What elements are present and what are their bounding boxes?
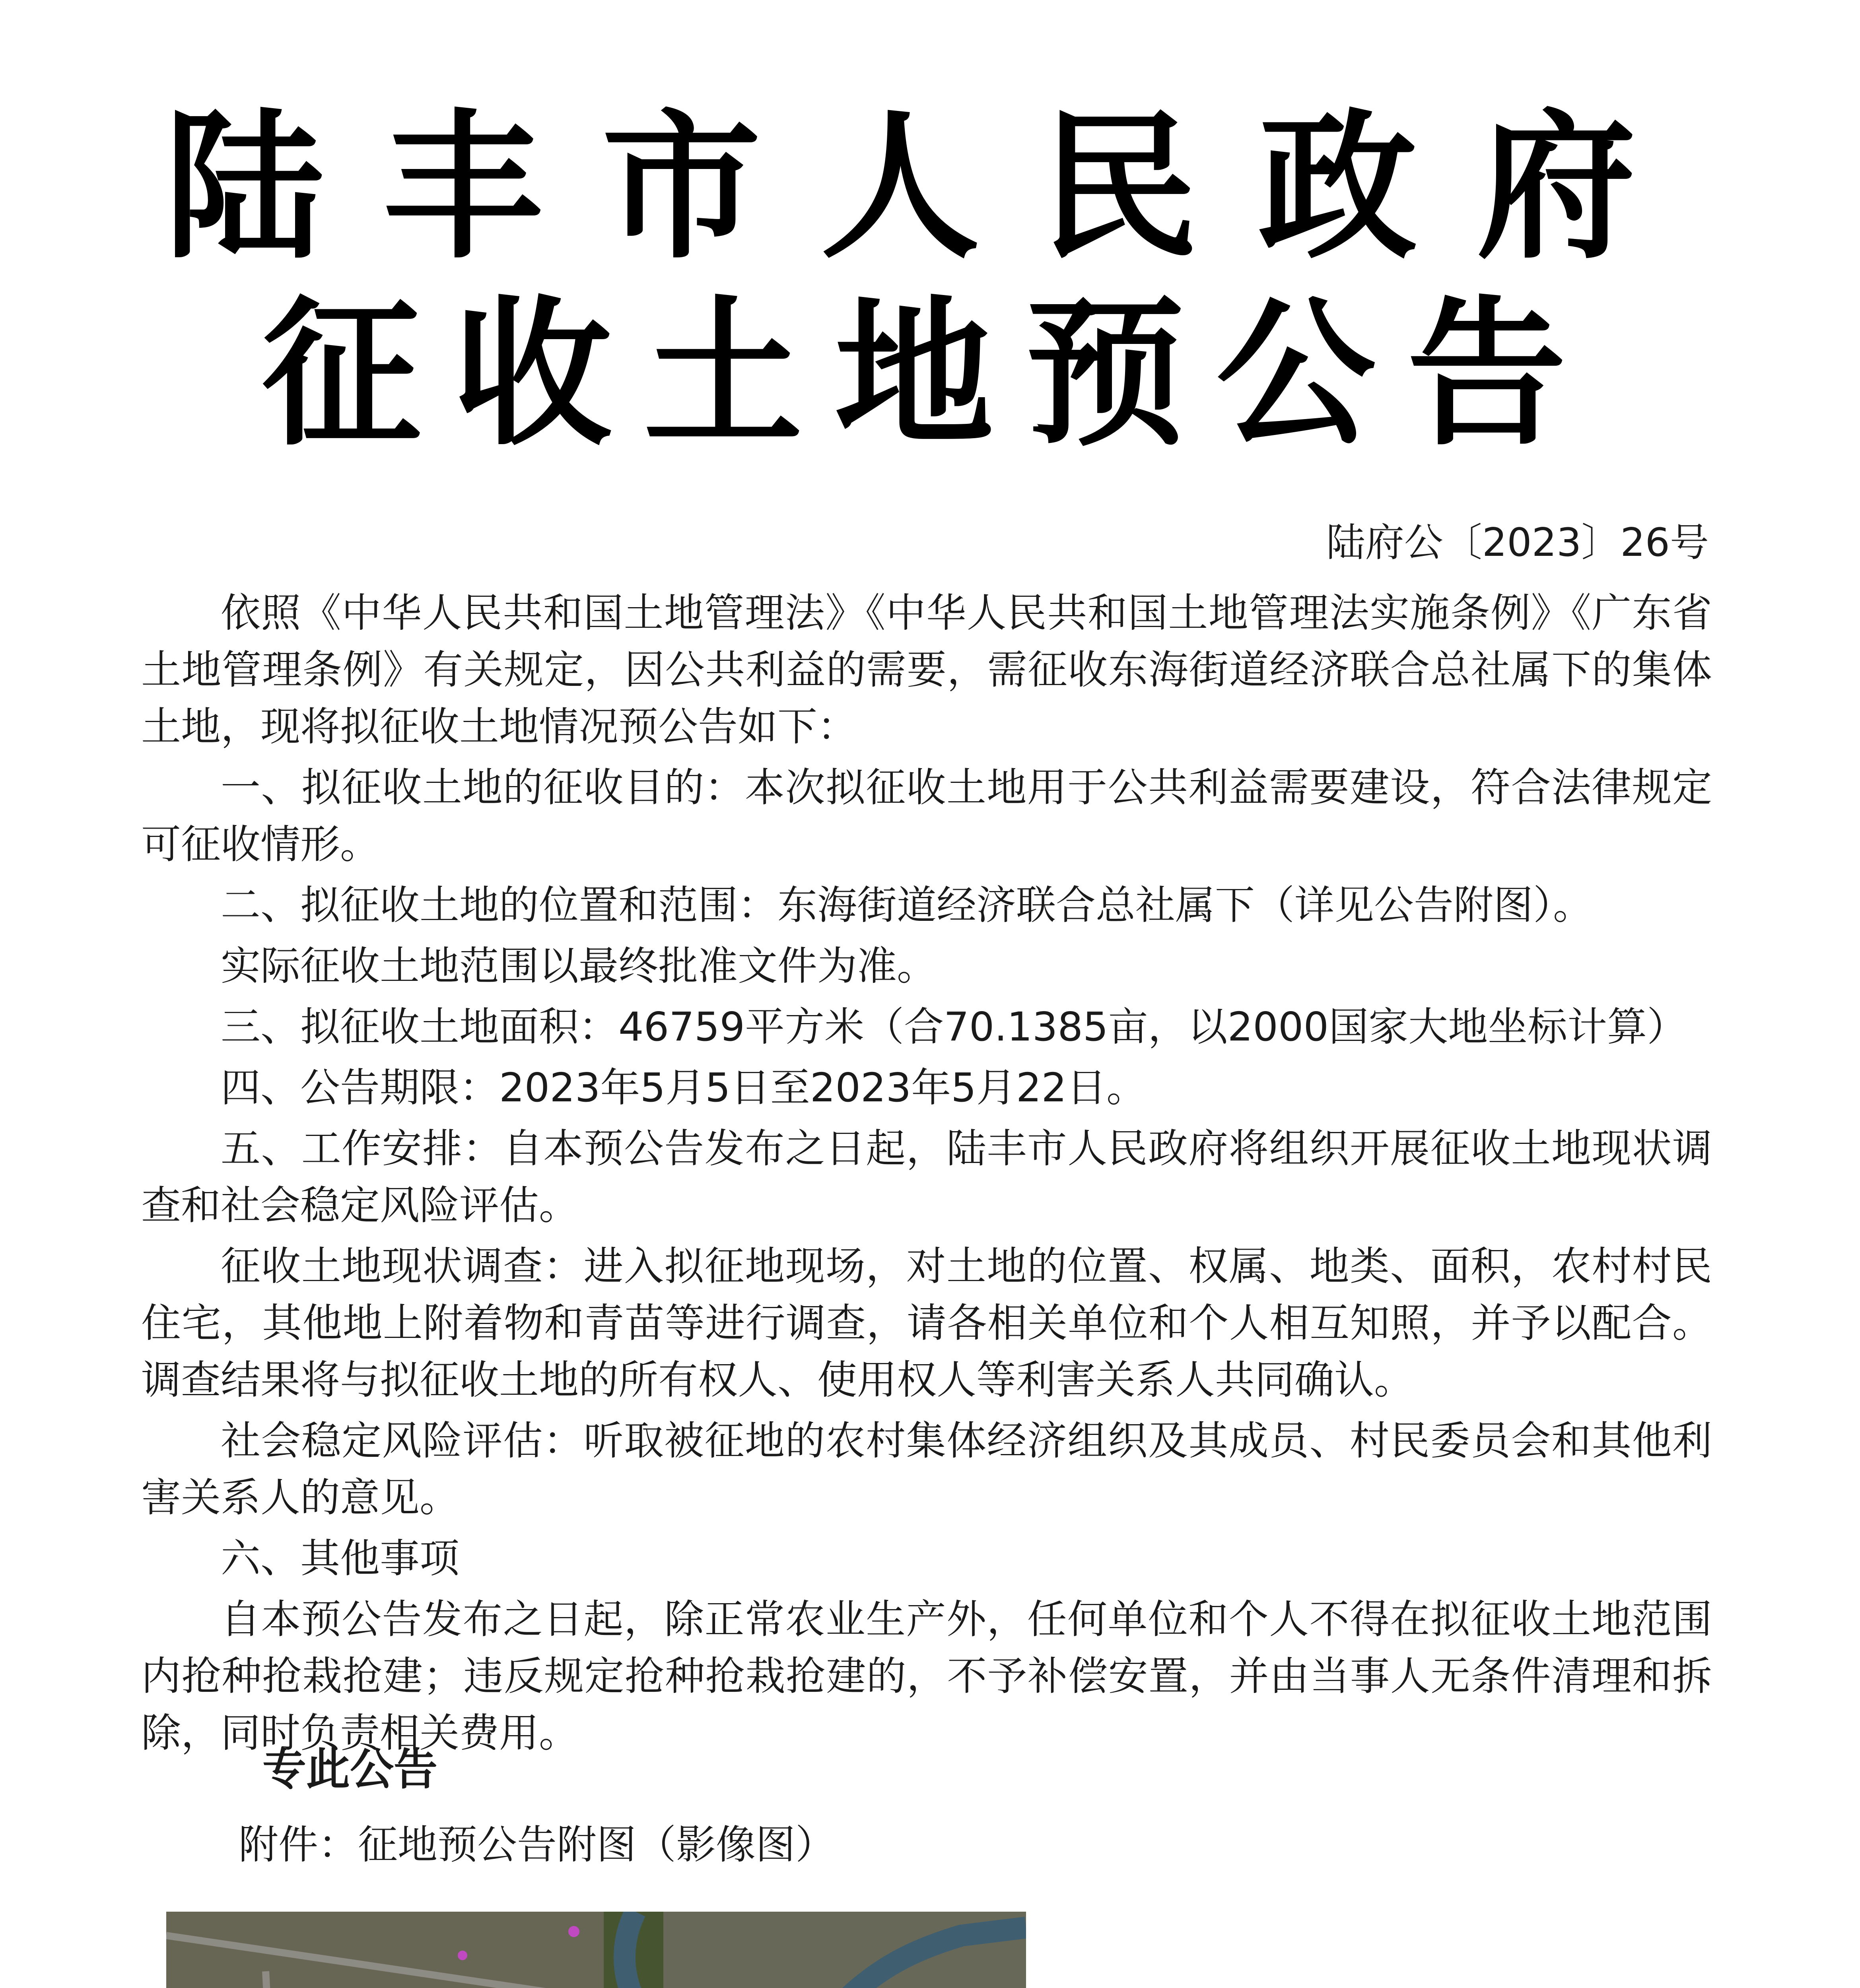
paragraph-period: 四、公告期限：2023年5月5日至2023年5月22日。 xyxy=(221,1064,1147,1111)
paragraph-other-heading: 六、其他事项 xyxy=(221,1535,459,1582)
doc-number: 陆府公〔2023〕26号 xyxy=(1326,520,1709,565)
paragraph-other-content: 自本预公告发布之日起，除正常农业生产外，任何单位和个人不得在拟征收土地范围内抢种抢栽抢建；违反规定抢种抢栽抢建的，不予补偿安置，并由当事人无条件清理和拆除，同时负责相关费用。 xyxy=(141,1596,1712,1756)
title-line-1: 陆丰市人民政府 xyxy=(164,93,1696,280)
paragraph-location: 二、拟征收土地的位置和范围：东海街道经济联合总社属下（详见公告附图）。 xyxy=(221,882,1593,928)
attachment-label: 附件：征地预公告附图（影像图） xyxy=(239,1821,835,1868)
paragraph-survey: 征收土地现状调查：进入拟征地现场，对土地的位置、权属、地类、面积，农村村民住宅，其他地上附着物和青苗等进行调查，请各相关单位和个人相互知照，并予以配合。调查结果将与拟征收土地的所有权人、使用权人等利害关系人共同确认。 xyxy=(141,1243,1712,1403)
paragraph-purpose: 一、拟征收土地的征收目的：本次拟征收土地用于公共利益需要建设，符合法律规定可征收情形。 xyxy=(141,764,1712,868)
notice-body xyxy=(141,584,1712,1765)
paragraph-intro: 依照《中华人民共和国土地管理法》《中华人民共和国土地管理法实施条例》《广东省土地管理条例》有关规定，因公共利益的需要，需征收东海街道经济联合总社属下的集体土地，现将拟征收土地情况预公告如下： xyxy=(141,590,1712,750)
closing-statement: 专此公告 xyxy=(262,1743,437,1795)
paragraph-scope-note: 实际征收土地范围以最终批准文件为准。 xyxy=(221,943,937,989)
satellite-map-image xyxy=(166,1912,1026,1988)
paragraph-arrangement: 五、工作安排：自本预公告发布之日起，陆丰市人民政府将组织开展征收土地现状调查和社会稳定风险评估。 xyxy=(141,1125,1712,1229)
paragraph-area: 三、拟征收土地面积：46759平方米（合70.1385亩，以2000国家大地坐标计算） xyxy=(221,1004,1687,1050)
title-line-2: 征收土地预公告 xyxy=(262,280,1598,467)
paragraph-risk: 社会稳定风险评估：听取被征地的农村集体经济组织及其成员、村民委员会和其他利害关系人的意见。 xyxy=(141,1417,1712,1521)
